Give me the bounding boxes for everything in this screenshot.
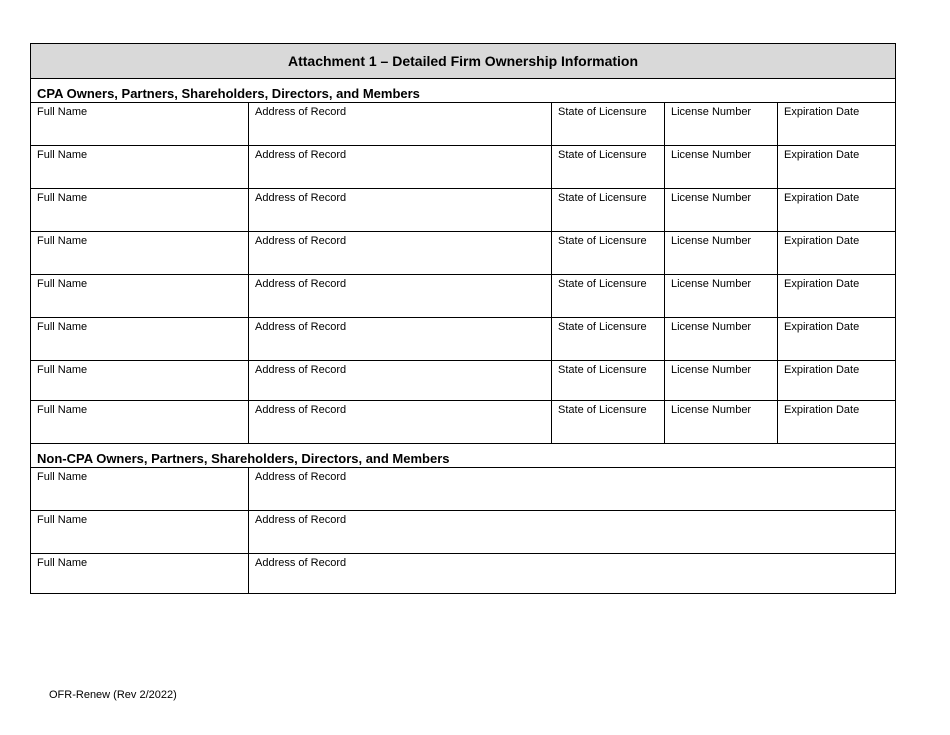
full-name-field[interactable]: Full Name — [31, 232, 249, 275]
address-field[interactable]: Address of Record — [249, 189, 552, 232]
state-of-licensure-field[interactable]: State of Licensure — [552, 361, 665, 401]
form-revision-footer: OFR-Renew (Rev 2/2022) — [49, 689, 177, 701]
full-name-field[interactable]: Full Name — [31, 401, 249, 444]
state-of-licensure-field[interactable]: State of Licensure — [552, 275, 665, 318]
full-name-field[interactable]: Full Name — [31, 318, 249, 361]
address-field[interactable]: Address of Record — [249, 401, 552, 444]
expiration-date-field[interactable]: Expiration Date — [778, 232, 896, 275]
state-of-licensure-field[interactable]: State of Licensure — [552, 103, 665, 146]
license-number-field[interactable]: License Number — [665, 103, 778, 146]
expiration-date-field[interactable]: Expiration Date — [778, 103, 896, 146]
cpa-owner-row — [31, 361, 896, 401]
license-number-field[interactable]: License Number — [665, 318, 778, 361]
full-name-field[interactable]: Full Name — [31, 146, 249, 189]
cpa-owner-row — [31, 189, 896, 232]
form-title: Attachment 1 – Detailed Firm Ownership Information — [31, 44, 896, 79]
state-of-licensure-field[interactable]: State of Licensure — [552, 232, 665, 275]
expiration-date-field[interactable]: Expiration Date — [778, 189, 896, 232]
full-name-field[interactable]: Full Name — [31, 275, 249, 318]
cpa-owner-row — [31, 401, 896, 444]
state-of-licensure-field[interactable]: State of Licensure — [552, 401, 665, 444]
license-number-field[interactable]: License Number — [665, 361, 778, 401]
expiration-date-field[interactable]: Expiration Date — [778, 401, 896, 444]
license-number-field[interactable]: License Number — [665, 189, 778, 232]
noncpa-section-heading: Non-CPA Owners, Partners, Shareholders, Directors, and Members — [31, 444, 896, 468]
address-field[interactable]: Address of Record — [249, 146, 552, 189]
address-field[interactable]: Address of Record — [249, 511, 896, 554]
address-field[interactable]: Address of Record — [249, 318, 552, 361]
address-field[interactable]: Address of Record — [249, 232, 552, 275]
cpa-owner-row — [31, 103, 896, 146]
expiration-date-field[interactable]: Expiration Date — [778, 146, 896, 189]
state-of-licensure-field[interactable]: State of Licensure — [552, 189, 665, 232]
address-field[interactable]: Address of Record — [249, 275, 552, 318]
full-name-field[interactable]: Full Name — [31, 189, 249, 232]
address-field[interactable]: Address of Record — [249, 468, 896, 511]
noncpa-owner-row — [31, 511, 896, 554]
address-field[interactable]: Address of Record — [249, 361, 552, 401]
cpa-owner-row — [31, 275, 896, 318]
state-of-licensure-field[interactable]: State of Licensure — [552, 146, 665, 189]
ownership-form-table — [30, 43, 896, 594]
license-number-field[interactable]: License Number — [665, 275, 778, 318]
license-number-field[interactable]: License Number — [665, 146, 778, 189]
expiration-date-field[interactable]: Expiration Date — [778, 318, 896, 361]
noncpa-owner-row — [31, 468, 896, 511]
license-number-field[interactable]: License Number — [665, 232, 778, 275]
full-name-field[interactable]: Full Name — [31, 468, 249, 511]
state-of-licensure-field[interactable]: State of Licensure — [552, 318, 665, 361]
noncpa-owner-row — [31, 554, 896, 594]
cpa-owner-row — [31, 318, 896, 361]
expiration-date-field[interactable]: Expiration Date — [778, 275, 896, 318]
cpa-owner-row — [31, 232, 896, 275]
expiration-date-field[interactable]: Expiration Date — [778, 361, 896, 401]
full-name-field[interactable]: Full Name — [31, 103, 249, 146]
license-number-field[interactable]: License Number — [665, 401, 778, 444]
cpa-section-heading: CPA Owners, Partners, Shareholders, Directors, and Members — [31, 79, 896, 103]
full-name-field[interactable]: Full Name — [31, 554, 249, 594]
cpa-owner-row — [31, 146, 896, 189]
full-name-field[interactable]: Full Name — [31, 361, 249, 401]
address-field[interactable]: Address of Record — [249, 554, 896, 594]
full-name-field[interactable]: Full Name — [31, 511, 249, 554]
address-field[interactable]: Address of Record — [249, 103, 552, 146]
